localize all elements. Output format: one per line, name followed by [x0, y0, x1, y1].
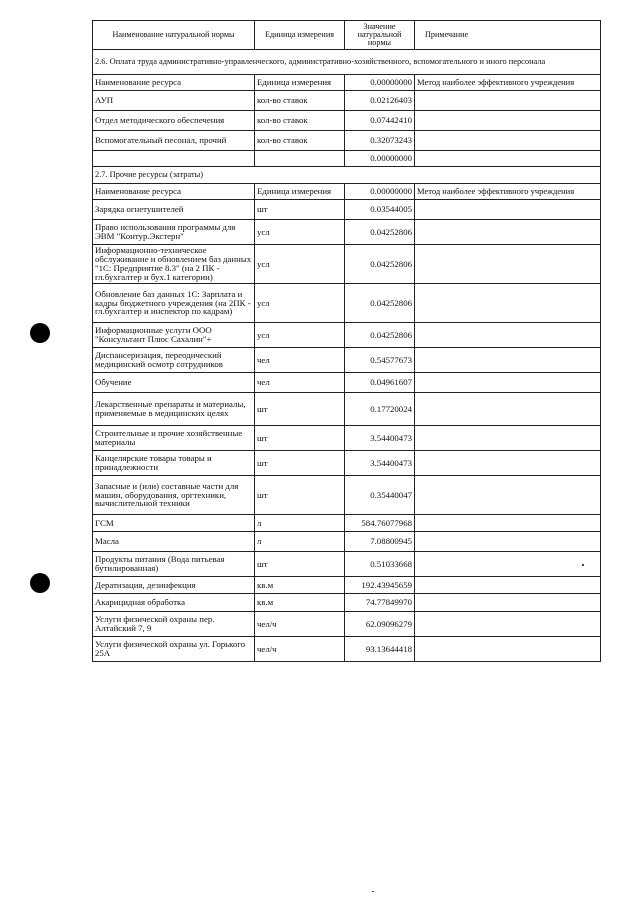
- row-unit: усл: [255, 284, 345, 323]
- row-note: [415, 131, 601, 151]
- row-name: АУП: [93, 91, 255, 111]
- row-unit: шт: [255, 476, 345, 515]
- row-name: Лекарственные препараты и материалы, применяемые в медицинских целях: [93, 393, 255, 426]
- row-name: Масла: [93, 532, 255, 552]
- row-value: 0.04252806: [345, 220, 415, 245]
- row-value: 74.77849970: [345, 594, 415, 612]
- row-value: 0.51033668: [345, 552, 415, 577]
- row-note: [415, 476, 601, 515]
- table-row: [93, 111, 601, 131]
- row-unit: усл: [255, 245, 345, 284]
- row-unit: усл: [255, 220, 345, 245]
- row-unit: шт: [255, 393, 345, 426]
- row-unit: л: [255, 515, 345, 532]
- section-26-title: 2.6. Оплата труда административно-управленческого, административно-хозяйственного, вспомогательного и иного персонала: [93, 50, 601, 75]
- table-row: [93, 220, 601, 245]
- row-name: Услуги физической охраны ул. Горького 25А: [93, 637, 255, 662]
- row-value: 3.54400473: [345, 426, 415, 451]
- row-name: Услуги физической охраны пер. Алтайский 7, 9: [93, 612, 255, 637]
- row-note: [415, 245, 601, 284]
- row-value: 0.04252806: [345, 245, 415, 284]
- row-note: [415, 111, 601, 131]
- row-note: [415, 515, 601, 532]
- table-row: [93, 131, 601, 151]
- row-value: 0.04961607: [345, 373, 415, 393]
- table-row: [93, 184, 601, 200]
- row-note: [415, 577, 601, 594]
- row-value: 0.04252806: [345, 323, 415, 348]
- row-value: 0.03544005: [345, 200, 415, 220]
- row-unit: кол-во ставок: [255, 91, 345, 111]
- header-unit: Единица измерения: [255, 21, 345, 50]
- header-value: Значение натуральной нормы: [345, 21, 415, 50]
- row-name: Обновление баз данных 1С: Зарплата и кадры бюджетного учреждения (на 2ПК - гл.бухгалтер и инспектор по кадрам): [93, 284, 255, 323]
- row-unit: шт: [255, 200, 345, 220]
- row-name: Продукты питания (Вода питьевая бутилированная): [93, 552, 255, 577]
- table-row: [93, 373, 601, 393]
- section-26-title-row: [93, 50, 601, 75]
- norms-table: [92, 20, 601, 662]
- row-unit: Единица измерения: [255, 184, 345, 200]
- row-note: [415, 220, 601, 245]
- row-unit: шт: [255, 552, 345, 577]
- row-name: Строительные и прочие хозяйственные материалы: [93, 426, 255, 451]
- table-row: [93, 451, 601, 476]
- header-name: Наименование натуральной нормы: [93, 21, 255, 50]
- table-row: [93, 393, 601, 426]
- row-name: Отдел методического обеспечения: [93, 111, 255, 131]
- row-unit: Единица измерения: [255, 75, 345, 91]
- table-row: [93, 594, 601, 612]
- row-note: [415, 426, 601, 451]
- row-unit: кв.м: [255, 594, 345, 612]
- row-note: [415, 637, 601, 662]
- row-name: Обучение: [93, 373, 255, 393]
- header-note: Примечание: [415, 21, 601, 50]
- table-row: [93, 532, 601, 552]
- row-value: 7.08800945: [345, 532, 415, 552]
- row-name: Наименование ресурса: [93, 75, 255, 91]
- row-unit: шт: [255, 426, 345, 451]
- row-value: 62.09096279: [345, 612, 415, 637]
- row-unit: чел: [255, 373, 345, 393]
- row-unit: усл: [255, 323, 345, 348]
- row-value: 0.00000000: [345, 151, 415, 167]
- row-unit: кв.м: [255, 577, 345, 594]
- row-note: [415, 373, 601, 393]
- table-row: [93, 323, 601, 348]
- row-name: Информационно-техническое обслуживание и обновлением баз данных "1С: Предприятие 8.3" (на 2 ПК - гл.бухгалтер и бух.1 категории): [93, 245, 255, 284]
- scan-speck: [372, 891, 374, 892]
- row-name: [93, 151, 255, 167]
- row-name: Диспансеризация, переодический медицинский осмотр сотрудников: [93, 348, 255, 373]
- row-unit: чел: [255, 348, 345, 373]
- table-row: [93, 200, 601, 220]
- row-note: [415, 323, 601, 348]
- row-note: [415, 532, 601, 552]
- row-value: 3.54400473: [345, 451, 415, 476]
- table-row: [93, 75, 601, 91]
- table-row: [93, 91, 601, 111]
- row-value: 0.00000000: [345, 75, 415, 91]
- row-value: 0.02126403: [345, 91, 415, 111]
- row-name: Право использования программы для ЭВМ "Контур.Экстерн": [93, 220, 255, 245]
- row-unit: чел/ч: [255, 612, 345, 637]
- row-name: Зарядка огнетушителей: [93, 200, 255, 220]
- row-value: 584.76077968: [345, 515, 415, 532]
- row-value: 0.17720024: [345, 393, 415, 426]
- table-row: [93, 245, 601, 284]
- table-row: [93, 515, 601, 532]
- table-header-row: [93, 21, 601, 50]
- row-unit: шт: [255, 451, 345, 476]
- table-row: [93, 637, 601, 662]
- row-unit: чел/ч: [255, 637, 345, 662]
- row-value: 93.13644418: [345, 637, 415, 662]
- row-note: [415, 348, 601, 373]
- row-name: Акарицидная обработка: [93, 594, 255, 612]
- section-27-title: 2.7. Прочие ресурсы (затраты): [93, 167, 601, 184]
- row-value: 192.43945659: [345, 577, 415, 594]
- row-value: 0.35440047: [345, 476, 415, 515]
- punch-hole-bottom: [30, 573, 50, 593]
- table-row: [93, 552, 601, 577]
- row-note: [415, 91, 601, 111]
- row-note: [415, 151, 601, 167]
- row-name: Наименование ресурса: [93, 184, 255, 200]
- section-27-title-row: [93, 167, 601, 184]
- row-name: ГСМ: [93, 515, 255, 532]
- row-note: [415, 612, 601, 637]
- punch-hole-top: [30, 323, 50, 343]
- row-name: Информационные услуги ООО "Консультант Плюс Сахалин"+: [93, 323, 255, 348]
- row-name: Дератизация, дезинфекция: [93, 577, 255, 594]
- row-note: Метод наиболее эффективного учреждения: [415, 184, 601, 200]
- row-value: 0.54577673: [345, 348, 415, 373]
- row-unit: л: [255, 532, 345, 552]
- table-row: [93, 577, 601, 594]
- row-value: 0.07442410: [345, 111, 415, 131]
- row-unit: кол-во ставок: [255, 131, 345, 151]
- table-row: [93, 426, 601, 451]
- row-unit: кол-во ставок: [255, 111, 345, 131]
- row-value: 0.32073243: [345, 131, 415, 151]
- row-note: [415, 451, 601, 476]
- row-note: [415, 552, 601, 577]
- row-note: [415, 393, 601, 426]
- row-name: Вспомогательный песонал, прочий: [93, 131, 255, 151]
- row-unit: [255, 151, 345, 167]
- row-value: 0.00000000: [345, 184, 415, 200]
- row-note: [415, 284, 601, 323]
- row-name: Запасные и (или) составные части для машин, оборудования, оргтехники, вычислительной техники: [93, 476, 255, 515]
- row-name: Канцелярские товары товары и принадлежности: [93, 451, 255, 476]
- table-row: [93, 348, 601, 373]
- row-note: [415, 200, 601, 220]
- row-value: 0.04252806: [345, 284, 415, 323]
- table-row: [93, 612, 601, 637]
- table-row: [93, 151, 601, 167]
- table-row: [93, 284, 601, 323]
- row-note: Метод наиболее эффективного учреждения: [415, 75, 601, 91]
- table-row: [93, 476, 601, 515]
- row-note: [415, 594, 601, 612]
